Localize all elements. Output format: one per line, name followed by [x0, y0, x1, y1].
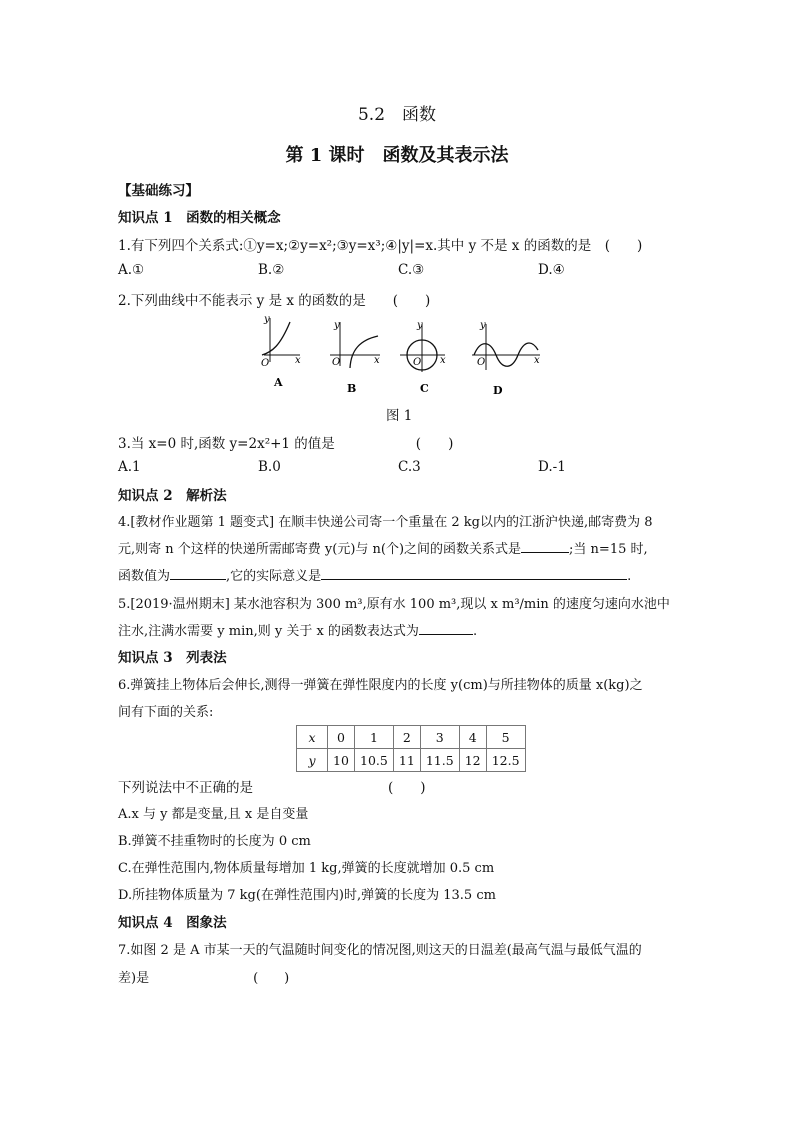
table-cell: 10: [328, 749, 355, 772]
graph-b-y-label: y: [334, 320, 340, 331]
lesson-title: 第 1 课时 函数及其表示法: [285, 145, 509, 166]
kp2-title: 知识点 2 解析法: [118, 488, 227, 504]
q5-answer-blank[interactable]: [419, 620, 473, 635]
graph-a-y-label: y: [264, 314, 270, 325]
graph-c-x-label: x: [440, 355, 446, 366]
table-cell: 4: [459, 726, 486, 749]
q6-option-c[interactable]: C.在弹性范围内,物体质量每增加 1 kg,弹簧的长度就增加 0.5 cm: [118, 861, 495, 876]
figure-1-graphs: [250, 310, 550, 400]
table-cell: 1: [355, 726, 394, 749]
kp3-title: 知识点 3 列表法: [118, 650, 227, 666]
table-header-y: y: [297, 749, 328, 772]
q4-line-2: [118, 538, 648, 557]
q6-option-a[interactable]: A.x 与 y 都是变量,且 x 是自变量: [118, 807, 309, 822]
graph-d: [472, 320, 540, 397]
q7-line-2: 差)是 ( ): [118, 971, 290, 986]
q4-answer-blank-1[interactable]: [521, 538, 569, 553]
q3-option-c[interactable]: C.3: [398, 459, 421, 475]
table-cell: 2: [393, 726, 420, 749]
table-row-y: [297, 749, 526, 772]
q5-line-2: [118, 620, 477, 639]
table-cell: 0: [328, 726, 355, 749]
q5-line-2-text-a: 注水,注满水需要 y min,则 y 关于 x 的函数表达式为: [118, 624, 419, 639]
q4-answer-blank-3[interactable]: [321, 565, 627, 580]
q2-stem: 2.下列曲线中不能表示 y 是 x 的函数的是 ( ): [118, 293, 431, 309]
graph-d-label: D: [493, 384, 503, 397]
q6-option-d[interactable]: D.所挂物体质量为 7 kg(在弹性范围内)时,弹簧的长度为 13.5 cm: [118, 888, 496, 903]
graph-c-label: C: [420, 382, 429, 395]
table-cell: 12: [459, 749, 486, 772]
graph-b-x-label: x: [374, 355, 380, 366]
table-cell: 3: [420, 726, 459, 749]
q4-line-3-text-c: .: [627, 569, 632, 584]
graph-b: [330, 320, 380, 395]
q4-line-3-text-b: ,它的实际意义是: [226, 569, 322, 584]
graph-b-origin: O: [332, 357, 341, 368]
kp4-title: 知识点 4 图象法: [118, 915, 227, 931]
q4-line-1: 4.[教材作业题第 1 题变式] 在顺丰快递公司寄一个重量在 2 kg以内的江浙沪快递,邮寄费为 8: [118, 515, 653, 530]
q1-option-c[interactable]: C.③: [398, 262, 425, 278]
q4-line-2-text-b: ;当 n=15 时,: [569, 542, 648, 557]
graph-a-x-label: x: [295, 355, 301, 366]
graph-d-y-label: y: [480, 320, 486, 331]
q3-stem: 3.当 x=0 时,函数 y=2x²+1 的值是 ( ): [118, 436, 454, 452]
q3-option-d[interactable]: D.-1: [538, 459, 566, 475]
table-cell: 12.5: [486, 749, 525, 772]
q3-option-a[interactable]: A.1: [118, 459, 141, 475]
q3-option-b[interactable]: B.0: [258, 459, 281, 475]
q7-line-1: 7.如图 2 是 A 市某一天的气温随时间变化的情况图,则这天的日温差(最高气温与最低气温的: [118, 943, 642, 958]
table-cell: 10.5: [355, 749, 394, 772]
figure-1-caption: 图 1: [386, 408, 413, 424]
table-cell: 11.5: [420, 749, 459, 772]
graph-d-x-label: x: [534, 355, 540, 366]
graph-a-origin: O: [261, 358, 270, 369]
table-header-x: x: [297, 726, 328, 749]
graph-b-label: B: [347, 382, 357, 395]
q6-option-b[interactable]: B.弹簧不挂重物时的长度为 0 cm: [118, 834, 311, 849]
q5-line-2-text-b: .: [472, 624, 478, 639]
graph-a: [261, 314, 301, 389]
q1-stem: 1.有下列四个关系式:①y=x;②y=x²;③y=x³;④|y|=x.其中 y 不是 x 的函数的是 ( ): [118, 238, 643, 254]
q6-value-table: [296, 725, 526, 772]
q6-prompt: 下列说法中不正确的是 ( ): [118, 780, 426, 796]
q4-answer-blank-2[interactable]: [170, 565, 226, 580]
graph-a-label: A: [274, 376, 283, 389]
kp1-title: 知识点 1 函数的相关概念: [118, 210, 281, 226]
practice-label: 【基础练习】: [118, 183, 199, 199]
table-cell: 11: [393, 749, 420, 772]
q6-line-1: 6.弹簧挂上物体后会伸长,测得一弹簧在弹性限度内的长度 y(cm)与所挂物体的质量 x(kg)之: [118, 678, 643, 693]
section-title: 5.2 函数: [357, 105, 437, 125]
table-cell: 5: [486, 726, 525, 749]
q6-line-2: 间有下面的关系:: [118, 705, 214, 720]
q4-line-3: [118, 565, 631, 584]
graph-c-y-label: y: [417, 320, 423, 331]
q1-option-a[interactable]: A.①: [118, 262, 145, 278]
graph-c: [400, 320, 446, 395]
q4-line-3-text-a: 函数值为: [118, 569, 171, 584]
q1-option-b[interactable]: B.②: [258, 262, 285, 278]
q1-option-d[interactable]: D.④: [538, 262, 565, 278]
graph-c-origin: O: [413, 357, 422, 368]
q5-line-1: 5.[2019·温州期末] 某水池容积为 300 m³,原有水 100 m³,现以 x m³/min 的速度匀速向水池中: [118, 597, 670, 612]
graph-d-origin: O: [477, 357, 486, 368]
table-row-x: [297, 726, 526, 749]
q4-line-2-text-a: 元,则寄 n 个这样的快递所需邮寄费 y(元)与 n(个)之间的函数关系式是: [118, 542, 522, 557]
